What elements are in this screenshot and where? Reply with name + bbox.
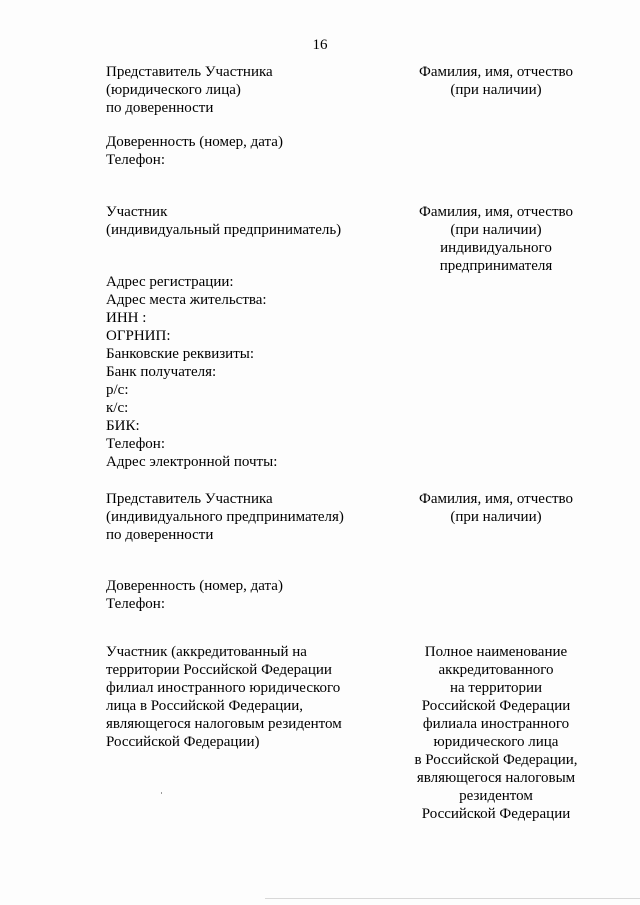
text-line: Представитель Участника <box>106 491 273 507</box>
scan-speck <box>161 792 162 794</box>
entrepreneur-name-caption <box>400 203 592 275</box>
representative-entrepreneur-label <box>106 490 344 544</box>
text-line: филиала иностранного <box>422 716 570 732</box>
power-of-attorney-block-2 <box>106 577 283 613</box>
text-line: резидентом <box>459 788 533 804</box>
text-line: Телефон: <box>106 436 165 452</box>
page-number: 16 <box>312 37 328 53</box>
participant-branch-label <box>106 643 342 751</box>
text-line: Доверенность (номер, дата) <box>106 578 283 594</box>
text-line: являющегося налоговым <box>416 770 576 786</box>
text-line: Телефон: <box>106 152 165 168</box>
text-line: Участник (аккредитованный на <box>106 644 307 660</box>
text-line: по доверенности <box>106 100 214 116</box>
text-line: аккредитованного <box>438 662 554 678</box>
text-line: филиал иностранного юридического <box>106 680 341 696</box>
text-line: Адрес электронной почты: <box>106 454 278 470</box>
text-line: Российской Федерации <box>421 806 571 822</box>
text-line: Доверенность (номер, дата) <box>106 134 283 150</box>
text-line: юридического лица <box>433 734 559 750</box>
text-line: по доверенности <box>106 527 214 543</box>
scan-edge-line <box>265 898 640 899</box>
text-line: Банковские реквизиты: <box>106 346 255 362</box>
text-line: Российской Федерации <box>421 698 571 714</box>
branch-full-name-caption <box>400 643 592 823</box>
text-line: в Российской Федерации, <box>414 752 578 768</box>
text-line: Фамилия, имя, отчество <box>419 64 573 80</box>
text-line: Банк получателя: <box>106 364 217 380</box>
text-line: на территории <box>449 680 543 696</box>
text-line: ИНН : <box>106 310 147 326</box>
text-line: предпринимателя <box>439 258 553 274</box>
text-line: лица в Российской Федерации, <box>106 698 304 714</box>
text-line: (при наличии) <box>450 509 542 525</box>
participant-entrepreneur-label <box>106 203 341 239</box>
text-line: (юридического лица) <box>106 82 241 98</box>
text-line: Представитель Участника <box>106 64 273 80</box>
text-line: БИК: <box>106 418 140 434</box>
text-line: Телефон: <box>106 596 165 612</box>
text-line: р/с: <box>106 382 129 398</box>
power-of-attorney-block <box>106 133 283 169</box>
text-line: ОГРНИП: <box>106 328 171 344</box>
text-line: являющегося налоговым резидентом <box>106 716 342 732</box>
representative-name-caption <box>400 63 592 99</box>
text-line: территории Российской Федерации <box>106 662 332 678</box>
text-line: (при наличии) <box>450 222 542 238</box>
text-line: (при наличии) <box>450 82 542 98</box>
text-line: Фамилия, имя, отчество <box>419 204 573 220</box>
text-line: (индивидуальный предприниматель) <box>106 222 342 238</box>
text-line: к/с: <box>106 400 129 416</box>
text-line: Фамилия, имя, отчество <box>419 491 573 507</box>
text-line: Адрес регистрации: <box>106 274 234 290</box>
text-line: Полное наименование <box>424 644 568 660</box>
text-line: (индивидуального предпринимателя) <box>106 509 344 525</box>
representative-legal-entity-label <box>106 63 273 117</box>
text-line: индивидуального <box>440 240 552 256</box>
representative-name-caption-2 <box>400 490 592 526</box>
text-line: Российской Федерации) <box>106 734 260 750</box>
entrepreneur-details-block <box>106 273 277 471</box>
text-line: Адрес места жительства: <box>106 292 267 308</box>
text-line: Участник <box>106 204 168 220</box>
